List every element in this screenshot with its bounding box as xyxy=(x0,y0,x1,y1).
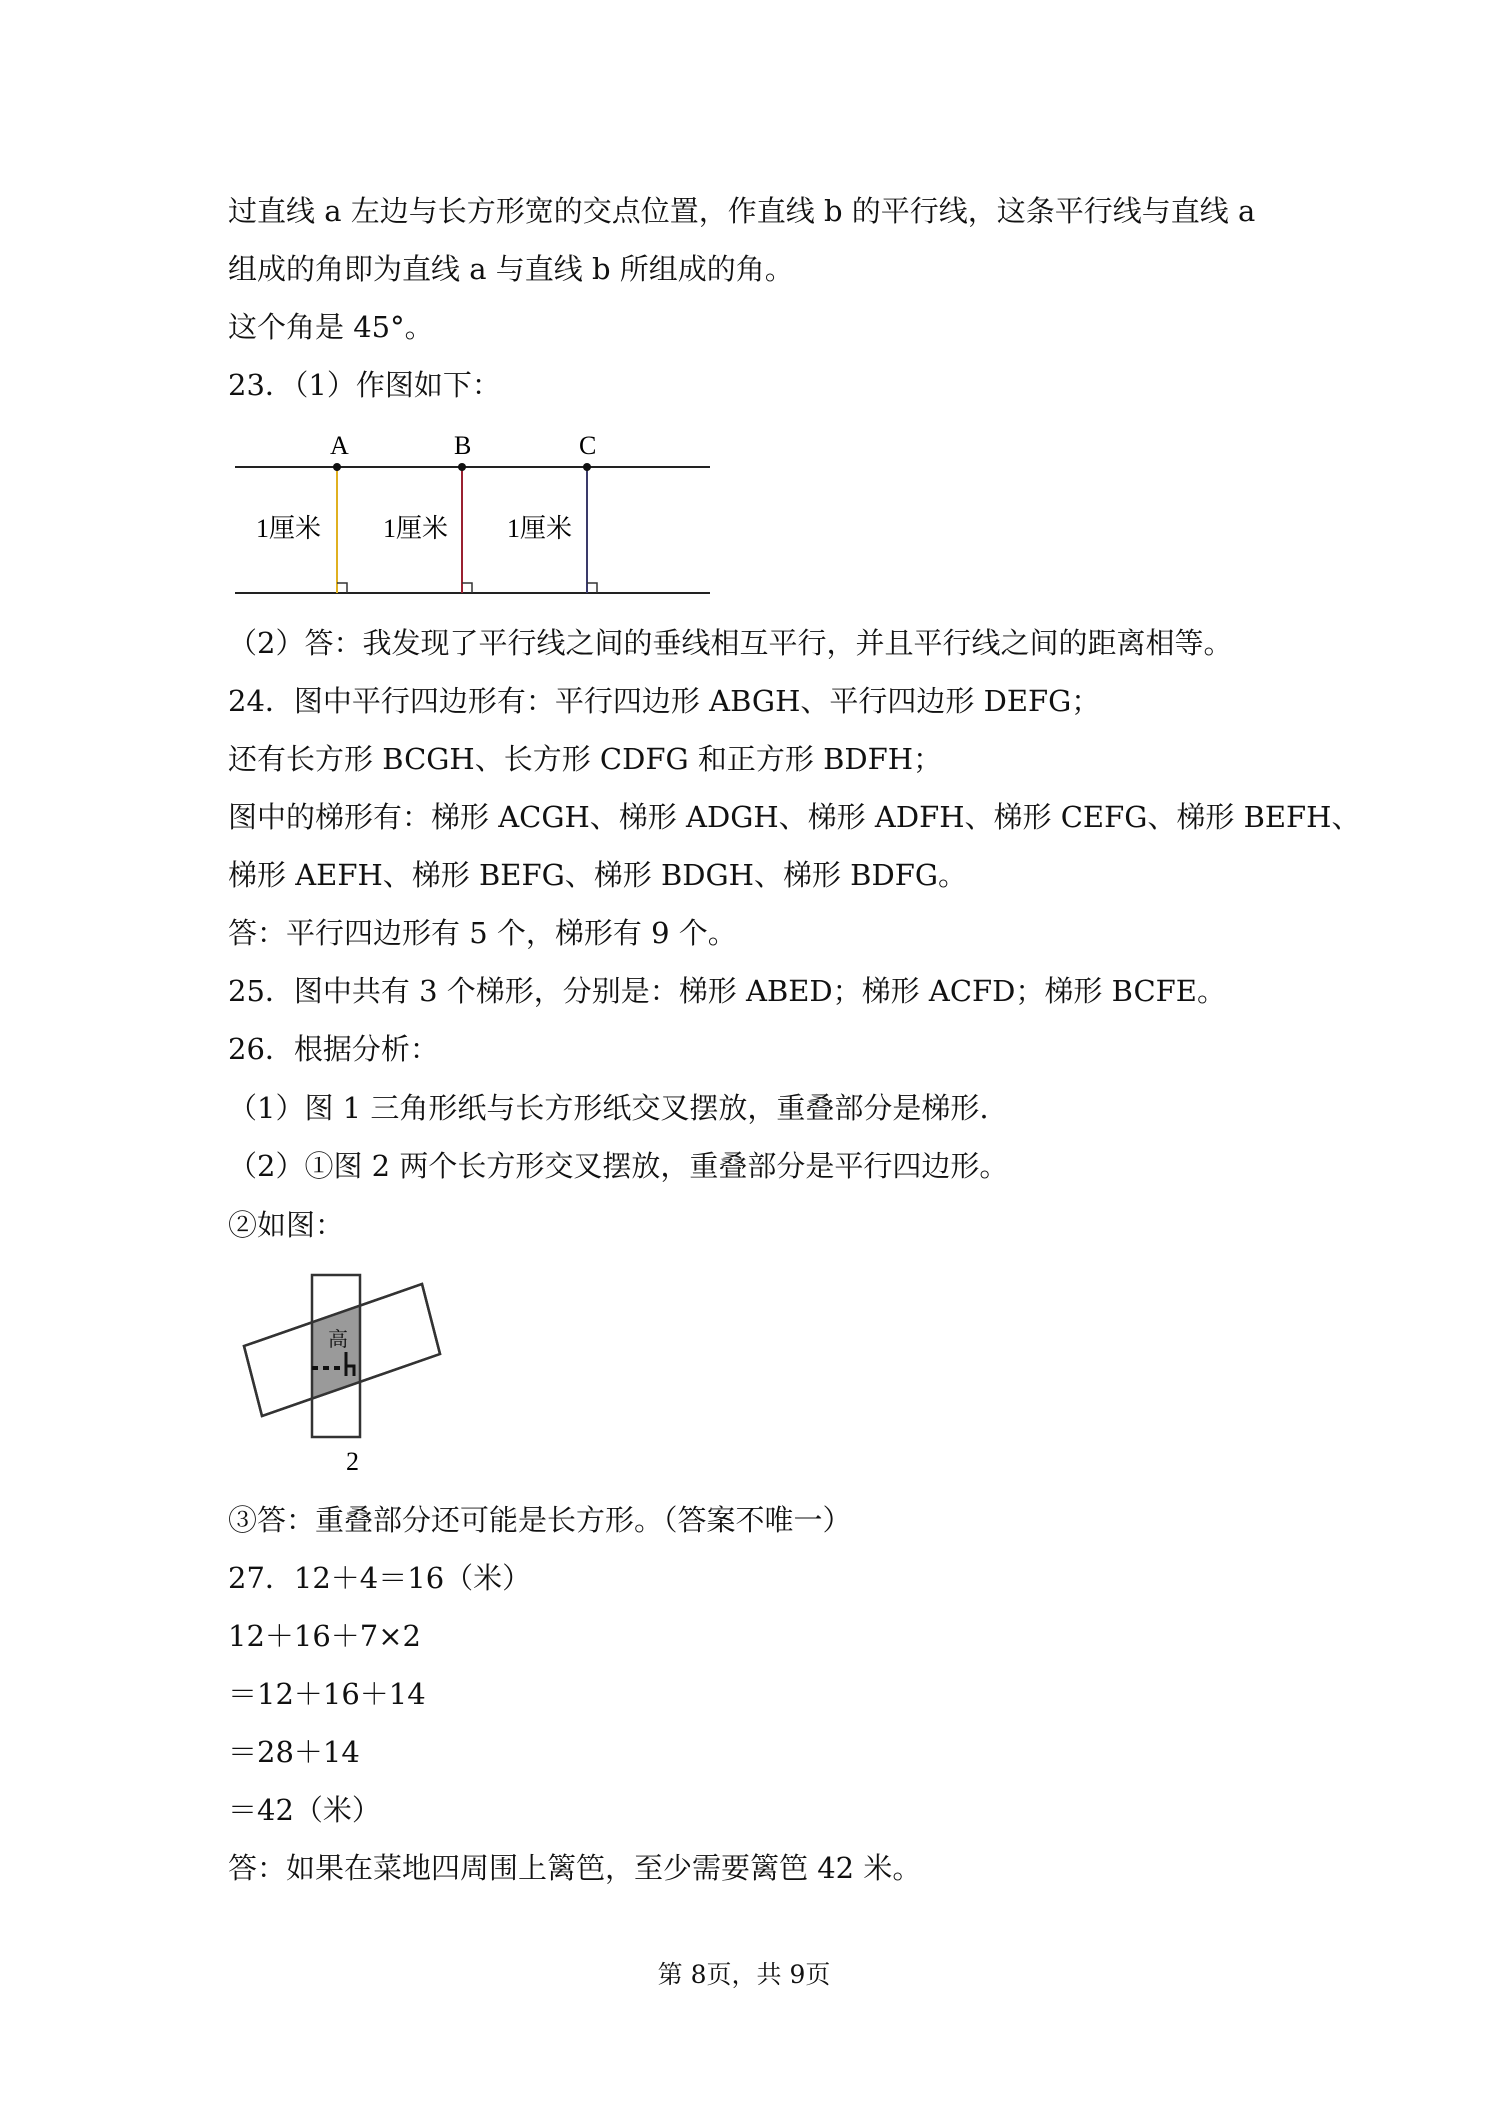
right-angle-mark-a xyxy=(337,583,347,593)
text-line-1: 过直线 a 左边与长方形宽的交点位置，作直线 b 的平行线，这条平行线与直线 a xyxy=(228,194,1256,228)
distance-label-3: 1厘米 xyxy=(507,514,573,543)
text-line-14: （2）①图 2 两个长方形交叉摆放，重叠部分是平行四边形。 xyxy=(228,1149,1009,1183)
text-line-21: ＝42（米） xyxy=(228,1793,381,1827)
page-footer: 第 8页，共 9页 xyxy=(657,1960,831,1989)
right-angle-mark-b xyxy=(462,583,472,593)
text-line-3: 这个角是 45°。 xyxy=(228,310,434,344)
point-b xyxy=(458,463,466,471)
label-c: C xyxy=(579,431,597,460)
text-line-11: 25．图中共有 3 个梯形，分别是：梯形 ABED；梯形 ACFD；梯形 BCFE。 xyxy=(228,974,1226,1008)
text-line-8: 图中的梯形有：梯形 ACGH、梯形 ADGH、梯形 ADFH、梯形 CEFG、梯形 BEFH、 xyxy=(228,800,1361,834)
text-line-4: 23．（1）作图如下： xyxy=(228,368,501,402)
text-line-22: 答：如果在菜地四周围上篱笆，至少需要篱笆 42 米。 xyxy=(228,1851,922,1885)
label-b: B xyxy=(454,431,472,460)
point-a xyxy=(333,463,341,471)
text-line-10: 答：平行四边形有 5 个，梯形有 9 个。 xyxy=(228,916,737,950)
text-line-7: 还有长方形 BCGH、长方形 CDFG 和正方形 BDFH； xyxy=(228,742,943,776)
text-line-18: 12＋16＋7×2 xyxy=(228,1619,422,1653)
text-line-17: 27．12＋4＝16（米） xyxy=(228,1561,532,1595)
overlap-rectangles-figure xyxy=(230,1260,470,1480)
text-line-5: （2）答：我发现了平行线之间的垂线相互平行，并且平行线之间的距离相等。 xyxy=(228,626,1233,660)
height-label: 高 xyxy=(328,1329,348,1351)
text-line-12: 26．根据分析： xyxy=(228,1032,439,1066)
text-line-9: 梯形 AEFH、梯形 BEFG、梯形 BDGH、梯形 BDFG。 xyxy=(228,858,968,892)
distance-label-1: 1厘米 xyxy=(256,514,322,543)
text-line-6: 24．图中平行四边形有：平行四边形 ABGH、平行四边形 DEFG； xyxy=(228,684,1101,718)
point-c xyxy=(583,463,591,471)
text-line-19: ＝12＋16＋14 xyxy=(228,1677,426,1711)
figure-caption: 2 xyxy=(346,1447,359,1476)
text-line-13: （1）图 1 三角形纸与长方形纸交叉摆放，重叠部分是梯形. xyxy=(228,1091,989,1125)
right-angle-mark-c xyxy=(587,583,597,593)
text-line-20: ＝28＋14 xyxy=(228,1735,360,1769)
text-line-2: 组成的角即为直线 a 与直线 b 所组成的角。 xyxy=(228,252,794,286)
distance-label-2: 1厘米 xyxy=(383,514,449,543)
label-a: A xyxy=(330,431,349,460)
text-line-15: ②如图： xyxy=(228,1208,345,1242)
text-line-16: ③答：重叠部分还可能是长方形。（答案不唯一） xyxy=(228,1503,852,1537)
parallel-lines-figure xyxy=(230,425,710,605)
